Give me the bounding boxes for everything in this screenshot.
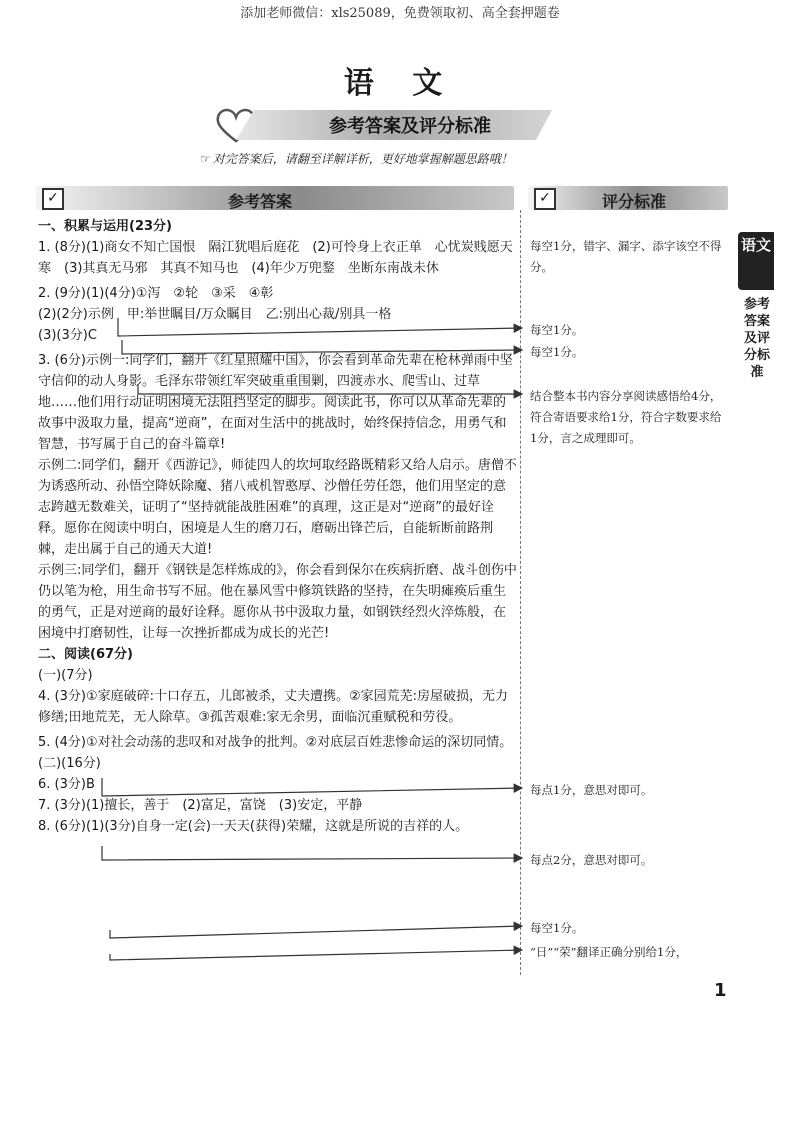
answer-item: (3)(3分)C: [38, 328, 97, 343]
subsection-heading: (一)(7分): [38, 668, 93, 683]
criteria-item: “日”“荣”翻译正确分别给1分，: [530, 945, 688, 959]
criteria-item: 结合整本书内容分享阅读感悟给4分，符合寄语要求给1分，符合字数要求给1分，言之成理即可。: [530, 389, 722, 445]
answer-item: 示例二:同学们，翻开《西游记》，师徒四人的坎坷取经路既精彩又给人启示。唐僧不为诱惑所动、孙悟空降妖除魔、猪八戒机智憨厚、沙僧任劳任怨，他们用坚定的意志跨越无数难关，证明了“坚持就能战胜困难”的真理，这正是对“逆商”的最好诠释。愿你在阅读中明白，困境是人生的磨刀石，磨砺出锋芒后，自能斩断前路荆棘，走出属于自己的通天大道!: [38, 458, 517, 557]
criteria-item: 每空1分。: [530, 323, 584, 337]
criteria-header: 评分标准: [601, 192, 666, 211]
subsection-heading: (二)(16分): [38, 756, 101, 771]
side-label: 参考答案及评分标准: [744, 297, 771, 380]
answers-header: 参考答案: [227, 192, 292, 211]
criteria-item: 每点2分，意思对即可。: [530, 853, 653, 867]
answer-item: 8. (6分)(1)(3分)自身一定(会)一天天(获得)荣耀，这就是所说的吉祥的人。: [38, 819, 469, 834]
answer-item: 7. (3分)(1)擅长，善于 (2)富足，富饶 (3)安定，平静: [38, 798, 363, 813]
criteria-item: 每空1分。: [530, 921, 584, 935]
answer-item: 2. (9分)(1)(4分)①泻 ②轮 ③采 ④彰: [38, 286, 274, 301]
criteria-item: 每空1分，错字、漏字、添字该空不得分。: [530, 239, 722, 274]
banner-title: 参考答案及评分标准: [329, 116, 491, 137]
answer-item: 6. (3分)B: [38, 777, 95, 792]
pointing-hand-icon: ☞: [200, 152, 211, 166]
answer-item: (2)(2分)示例 甲:举世瞩目/万众瞩目 乙:别出心裁/别具一格: [38, 307, 392, 322]
answer-item: 示例三:同学们，翻开《钢铁是怎样炼成的》，你会看到保尔在疾病折磨、战斗创伤中仍以笔为枪，用生命书写不屈。他在暴风雪中修筑铁路的坚持，在失明瘫痪后重生的勇气，正是对逆商的最好诠释。愿你从书中汲取力量，如钢铁经烈火淬炼般，在困境中打磨韧性，让每一次挫折都成为成长的光芒!: [38, 563, 517, 641]
answer-item: 1. (8分)(1)商女不知亡国恨 隔江犹唱后庭花 (2)可怜身上衣正单 心忧炭贱愿天寒 (3)其真无马邪 其真不知马也 (4)年少万兜鍪 坐断东南战未休: [38, 240, 513, 276]
watermark-text: 添加老师微信：xls25089，免费领取初、高全套押题卷: [240, 6, 560, 21]
answer-item: 4. (3分)①家庭破碎:十口存五，儿郎被杀，丈夫遭携。②家园荒芜:房屋破损，无力修缮;田地荒芜，无人除草。③孤苦艰难:家无余男，面临沉重赋税和劳役。: [38, 689, 509, 725]
criteria-item: 每点1分，意思对即可。: [530, 783, 653, 797]
answer-item: 5. (4分)①对社会动荡的悲叹和对战争的批判。②对底层百姓悲惨命运的深切同情。: [38, 735, 513, 750]
section-heading: 一、积累与运用(23分): [38, 219, 172, 234]
tip-text: 对完答案后，请翻至详解详析，更好地掌握解题思路哦！: [212, 152, 513, 166]
section-heading: 二、阅读(67分): [38, 647, 133, 662]
answer-item: 3. (6分)示例一:同学们，翻开《红星照耀中国》，你会看到革命先辈在枪林弹雨中坚守信仰的动人身影。毛泽东带领红军突破重重围剿，四渡赤水、爬雪山、过草地……他们用行动证明困境无法阻挡坚定的脚步。阅读此书，你可以从革命先辈的故事中汲取力量，提高“逆商”，在面对生活中的挑战时，始终保持信念，用勇气和智慧，书写属于自己的奋斗篇章!: [38, 353, 513, 452]
criteria-item: 每空1分。: [530, 345, 584, 359]
side-tab: 语文: [738, 232, 774, 290]
checkbox-icon: ✓: [42, 188, 64, 210]
subject-title: 语 文: [343, 66, 457, 101]
page-number: 1: [714, 980, 727, 1001]
checkbox-icon: ✓: [534, 188, 556, 210]
